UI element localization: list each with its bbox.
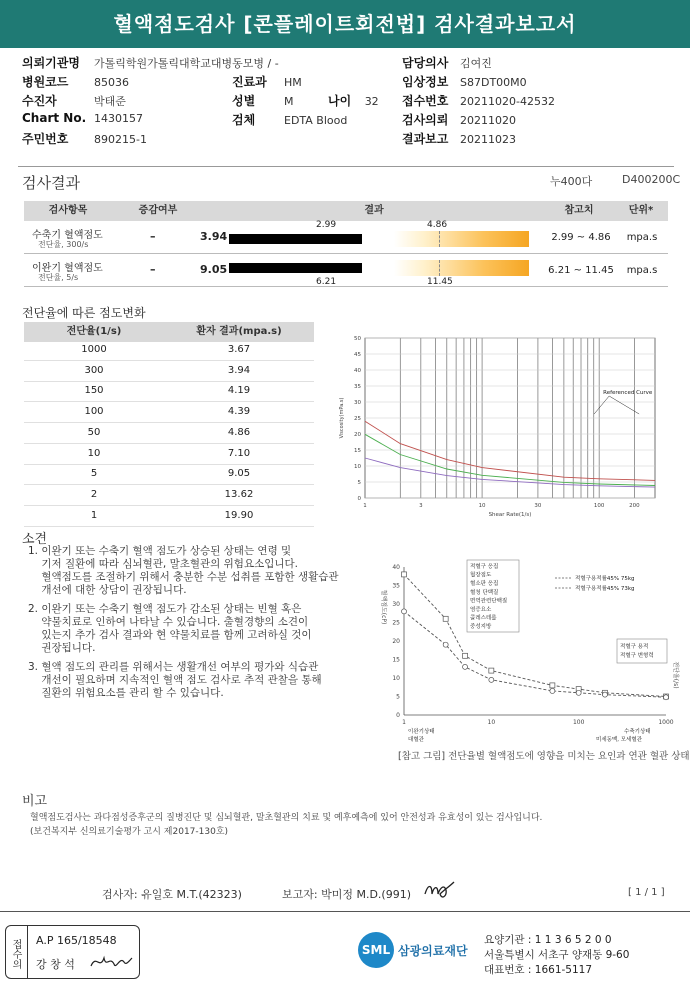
age-label: 나이 (328, 94, 352, 108)
lower-limit-label: 2.99 (316, 220, 337, 230)
shear-rate: 50 (87, 426, 101, 438)
shear-rate: 1000 (81, 344, 107, 355)
info-value: 85036 (94, 76, 129, 89)
test-code: D400200C (622, 173, 681, 186)
org-address: 서울특별시 서초구 양재동 9-60 (484, 949, 630, 961)
factor-item: 염증요소 (470, 607, 492, 613)
shear-row (24, 506, 314, 527)
factor-item: 혈장점도 (470, 572, 492, 579)
factor-item: 적혈구 용적 (620, 644, 649, 650)
info-field (402, 92, 555, 111)
reference-figure (372, 555, 682, 745)
high-shear-vessel: 미세동맥, 모세혈관 (596, 737, 643, 743)
shear-row (24, 485, 314, 506)
col-item: 검사항목 (24, 201, 112, 221)
info-value: EDTA Blood (284, 114, 348, 127)
footer-divider (0, 911, 690, 912)
info-label: 의뢰기관명 (22, 56, 80, 70)
info-value: 20211020 (460, 114, 516, 127)
info-value: 가톨릭학원가톨릭대학교대병동모병 / - (94, 57, 279, 70)
series-point (664, 695, 669, 700)
x-tick-label: 10 (487, 719, 496, 726)
org-code: 요양기관 : 1 1 3 6 5 2 0 0 (484, 934, 612, 946)
age-field (328, 92, 398, 109)
y-tick-label: 5 (357, 480, 361, 486)
col-shear-rate: 전단율(1/s) (24, 322, 164, 342)
y-tick-label: 25 (354, 416, 361, 422)
series-point (489, 668, 494, 673)
info-label: 검사의뢰 (402, 113, 449, 127)
info-value: 박태준 (94, 95, 126, 108)
result-row (24, 221, 668, 254)
series-point (402, 572, 407, 577)
annotation-arrow (594, 396, 609, 414)
info-label: 병원코드 (22, 75, 69, 89)
info-value: 김여진 (460, 57, 492, 70)
low-shear-vessel: 대혈관 (408, 737, 424, 743)
info-value: M (284, 95, 294, 108)
factor-box-2 (617, 639, 667, 663)
info-field (402, 73, 527, 92)
y-tick-label: 15 (392, 656, 400, 664)
shear-rate: 2 (90, 488, 98, 500)
x-tick-label: 10 (478, 503, 486, 509)
viscosity-chart (335, 330, 665, 525)
stamp-line-1: A.P 165/18548 (36, 934, 117, 947)
y-tick-label: 45 (354, 352, 361, 358)
series-line-patient (365, 434, 655, 485)
result-bar-track (229, 260, 529, 276)
y-tick-label: 25 (392, 619, 400, 627)
result-bar-fill (229, 263, 362, 273)
info-label: 접수번호 (402, 94, 449, 108)
legend-label: 적혈구용적률45% 73kg (575, 586, 635, 592)
col-result: 결과 (204, 201, 544, 221)
shear-row (24, 423, 314, 444)
series-point (463, 664, 468, 669)
info-value: S87DT00M0 (460, 76, 527, 89)
shear-row (24, 444, 314, 465)
y-tick-label: 50 (354, 336, 361, 342)
y-tick-label: 20 (354, 432, 361, 438)
tester: 검사자: 유일호 M.T.(42323) (102, 888, 242, 901)
shear-rate: 150 (84, 385, 104, 397)
x-axis-label: Shear Rate(1/s) (488, 512, 532, 518)
info-label: 수진자 (22, 94, 57, 108)
factor-item: 적혈구 변형력 (620, 653, 654, 659)
y-axis-label: Viscosity(mPa.s) (339, 397, 345, 439)
shear-title: 전단율에 따른 점도변화 (22, 306, 146, 320)
test-name: 이완기 혈액점도 (32, 263, 103, 274)
result-value: 3.94 (200, 230, 228, 243)
lower-limit-label: 6.21 (316, 277, 337, 287)
result-value: 9.05 (200, 263, 228, 276)
opinion-title: 소견 (22, 532, 48, 547)
patient-info (22, 54, 672, 150)
factor-item: 면역관련단백질 (470, 598, 508, 605)
change-flag: – (150, 230, 156, 243)
test-shear: 전단율, 5/s (38, 273, 79, 282)
reporter-signature (420, 876, 460, 902)
x-tick-label: 3 (419, 503, 423, 509)
info-label: 검체 (232, 113, 256, 127)
x-tick-label: 1 (363, 503, 367, 509)
upper-limit-label: 11.45 (427, 277, 453, 287)
opinion-item: 2. 이완기 또는 수축기 혈액 점도가 감소된 상태는 빈혈 혹은 약물치료로 인하여 나타날 수 있습니다. 출혈경향의 소견이 있는지 추가 검사 결과와 현 약물치료를 함께 고려하실 것이 권장됩니다. (28, 603, 312, 654)
opinion-item: 1. 이완기 또는 수축기 혈액 점도가 상승된 상태는 연령 및 기저 질환에 따라 심뇌혈관, 말초혈관의 위험요소입니다. 혈액점도를 조절하기 위해서 충분한 수분 섭취를 포함한 생활습관 개선에 대한 상담이 권장됩니다. (28, 545, 339, 596)
shear-rate: 1 (90, 509, 98, 521)
series-point (602, 692, 607, 697)
shear-rate: 10 (87, 447, 101, 459)
y-axis-label: 혈액점도(cP) (380, 589, 387, 625)
info-field (402, 130, 516, 149)
referenced-curve-label: Referenced Curve (603, 390, 653, 396)
y-tick-label: 0 (396, 712, 400, 719)
shear-rate: 5 (90, 468, 98, 480)
series-line-lower (365, 458, 655, 487)
shear-row (24, 361, 314, 382)
unit: mpa.s (626, 232, 658, 243)
info-label: 담당의사 (402, 56, 449, 70)
series-point (443, 642, 448, 647)
info-field (22, 92, 126, 111)
y-tick-label: 40 (392, 564, 400, 571)
col-unit: 단위* (614, 201, 668, 221)
info-value: 1430157 (94, 112, 143, 125)
col-change: 증감여부 (112, 201, 204, 221)
result-row (24, 254, 668, 287)
upper-limit-marker (439, 231, 440, 247)
info-field (22, 111, 143, 130)
factor-item: 적혈구 응집 (470, 564, 499, 570)
x-tick-label: 100 (593, 503, 605, 509)
info-label: 임상정보 (402, 75, 449, 89)
y-tick-label: 30 (392, 601, 400, 608)
y-tick-label: 10 (392, 675, 400, 682)
figure-caption: [참고 그림] 전단율별 혈액점도에 영향을 미치는 요인과 연관 혈관 상태 (398, 751, 690, 762)
patient-viscosity: 13.62 (224, 488, 254, 500)
patient-viscosity: 9.05 (227, 468, 251, 480)
col-patient-result: 환자 결과(mpa.s) (164, 322, 314, 342)
high-shear-label: 수축기상태 (624, 729, 651, 735)
result-bar-track (229, 231, 529, 247)
info-field (22, 73, 129, 92)
info-label: 결과보고 (402, 132, 449, 146)
change-flag: – (150, 263, 156, 276)
patient-viscosity: 3.94 (227, 364, 251, 376)
y-tick-label: 5 (396, 693, 400, 701)
remarks-line-2: (보건복지부 신의료기술평가 고시 제2017-130호) (30, 827, 229, 837)
info-field (232, 92, 294, 111)
patient-viscosity: 4.86 (227, 426, 251, 438)
y-tick-label: 15 (354, 448, 361, 454)
shear-row (24, 402, 314, 423)
x-tick-label: 1 (402, 719, 406, 726)
upper-limit-label: 4.86 (427, 220, 448, 230)
x-tick-label: 30 (534, 503, 542, 509)
y-tick-label: 30 (354, 400, 361, 406)
divider (18, 166, 674, 167)
test-shear: 전단율, 300/s (38, 240, 89, 249)
reference-range: 6.21 ~ 11.45 (548, 265, 614, 276)
col-ref: 참고치 (544, 201, 614, 221)
low-shear-label: 이완기상태 (408, 729, 435, 735)
patient-viscosity: 4.39 (227, 406, 251, 418)
reference-series-line (404, 574, 666, 696)
patient-viscosity: 7.10 (227, 447, 251, 459)
patient-viscosity: 19.90 (224, 509, 254, 521)
shear-header (24, 322, 314, 342)
info-value: 20211023 (460, 133, 516, 146)
reception-stamp (5, 925, 140, 979)
series-point (402, 609, 407, 614)
report-title: 혈액점도검사 [콘플레이트회전법] 검사결과보고서 (0, 0, 690, 48)
info-field (22, 54, 279, 73)
shear-row (24, 340, 314, 361)
results-header (24, 201, 668, 221)
order-code: 누400다 (550, 175, 593, 188)
remarks-title: 비고 (22, 794, 48, 809)
patient-viscosity: 4.19 (227, 385, 251, 397)
x-tick-label: 200 (629, 503, 640, 509)
reference-range: 2.99 ~ 4.86 (551, 232, 611, 243)
results-title: 검사결과 (22, 174, 80, 192)
info-field (232, 73, 302, 92)
info-label: Chart No. (22, 111, 87, 125)
info-label: 성별 (232, 94, 256, 108)
info-field (22, 130, 147, 149)
factor-item: 혈청 단백질 (470, 589, 499, 596)
y-tick-label: 20 (392, 638, 400, 645)
legend-label: 적혈구용적률45% 75kg (575, 576, 635, 582)
page-number: [ 1 / 1 ] (628, 887, 665, 898)
info-value: 890215-1 (94, 133, 147, 146)
opinion-item: 3. 혈액 점도의 관리를 위해서는 생활개선 여부의 평가와 식습관 개선이 필요하며 지속적인 혈액 점도 검사로 추적 관찰을 통해 질환의 위험요소를 관리 할 수 있습니다. (28, 661, 322, 699)
info-field (232, 111, 347, 130)
test-name: 수축기 혈액점도 (32, 230, 103, 241)
series-point (443, 616, 448, 621)
stamp-signature (88, 950, 134, 974)
factor-item: 콜레스테롤 (470, 615, 497, 622)
x-tick-label: 100 (572, 719, 585, 726)
right-axis-label: 전단율(/s) (672, 661, 679, 689)
series-point (550, 683, 555, 688)
org-name: 삼광의료재단 (398, 944, 468, 958)
shear-row (24, 381, 314, 402)
y-tick-label: 40 (354, 368, 361, 374)
series-point (489, 677, 494, 682)
series-point (463, 653, 468, 658)
factor-item: 혈소판 응집 (470, 581, 499, 588)
info-value: 20211020-42532 (460, 95, 555, 108)
remarks-line-1: 혈액점도검사는 과다점성증후군의 질병진단 및 심뇌혈관, 말초혈관의 치료 및 예후예측에 있어 안전성과 유효성이 있는 검사입니다. (30, 813, 543, 823)
series-point (576, 690, 581, 695)
patient-viscosity: 3.67 (227, 344, 251, 355)
unit: mpa.s (626, 265, 658, 276)
stamp-line-2: 강 창 석 (36, 958, 75, 971)
info-field (402, 54, 492, 73)
factor-item: 중성지방 (470, 624, 492, 631)
y-tick-label: 35 (354, 384, 361, 390)
series-point (550, 688, 555, 693)
sml-logo: SML (358, 932, 394, 968)
shear-rate: 100 (84, 406, 104, 418)
info-field (402, 111, 516, 130)
shear-row (24, 464, 314, 485)
y-tick-label: 35 (392, 582, 400, 590)
y-tick-label: 10 (354, 464, 361, 470)
shear-rate: 300 (84, 364, 104, 376)
reporter: 보고자: 박미정 M.D.(991) (282, 888, 411, 901)
upper-limit-marker (439, 260, 440, 276)
info-value: HM (284, 76, 302, 89)
x-tick-label: 1000 (658, 719, 674, 726)
info-label: 주민번호 (22, 132, 69, 146)
info-label: 진료과 (232, 75, 267, 89)
org-tel: 대표번호 : 1661-5117 (484, 964, 593, 976)
y-tick-label: 0 (357, 496, 361, 502)
series-line-upper (365, 421, 655, 480)
age-value: 32 (364, 95, 379, 108)
result-bar-fill (229, 234, 362, 244)
stamp-label: 접수의 (6, 926, 28, 978)
results-body (24, 221, 668, 287)
